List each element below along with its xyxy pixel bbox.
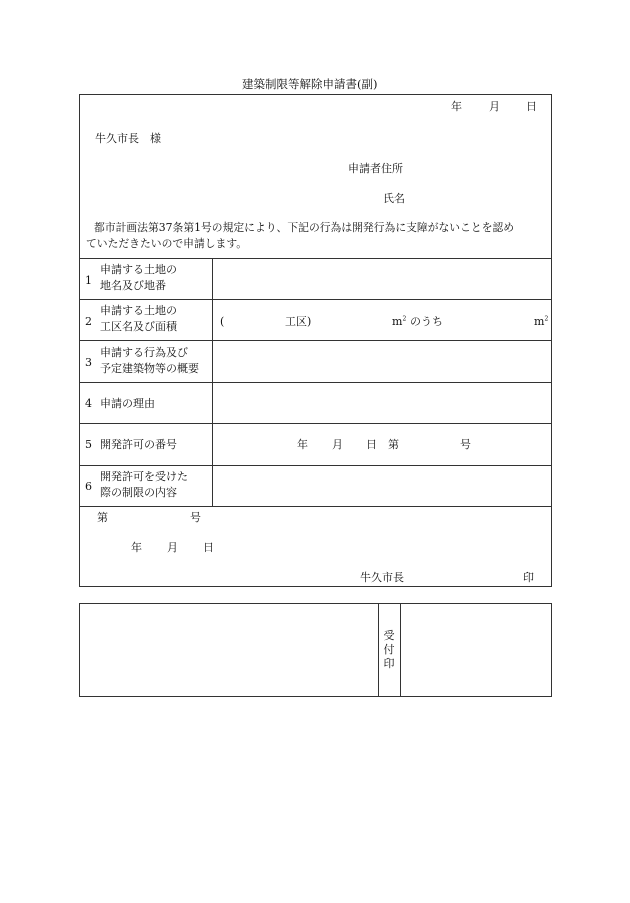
row-number: 6 xyxy=(85,480,92,493)
row-number: 2 xyxy=(85,315,92,328)
row-divider xyxy=(79,423,552,424)
body-text-line2: ていただきたいので申請します。 xyxy=(86,237,248,250)
row-number: 1 xyxy=(85,274,92,287)
row5-day: 日 xyxy=(366,438,377,451)
body-text-line1: 都市計画法第37条第1号の規定により、下記の行為は開発行為に支障がないことを認め xyxy=(94,221,515,234)
row5-go: 号 xyxy=(460,438,471,451)
row-divider xyxy=(79,465,552,466)
row5-year: 年 xyxy=(297,438,308,451)
footer-day: 日 xyxy=(203,541,214,554)
row-divider xyxy=(79,506,552,507)
applicant-name-label: 氏名 xyxy=(383,192,405,205)
column-divider xyxy=(212,258,213,506)
row2-district: 工区) xyxy=(285,315,312,328)
row-number: 5 xyxy=(85,438,92,451)
footer-go: 号 xyxy=(190,511,201,524)
receipt-divider xyxy=(378,603,379,697)
row2-of-which: のうち xyxy=(410,315,443,328)
footer-seal: 印 xyxy=(523,571,534,584)
row-divider xyxy=(79,382,552,383)
date-month: 月 xyxy=(489,100,500,113)
row-label: 申請の理由 xyxy=(100,397,155,410)
form-title: 建築制限等解除申請書(副) xyxy=(242,77,378,91)
row-label: 開発許可を受けた 際の制限の内容 xyxy=(100,470,188,499)
footer-mayor: 牛久市長 xyxy=(360,571,404,584)
applicant-address-label: 申請者住所 xyxy=(348,162,403,175)
row-divider xyxy=(79,340,552,341)
row-number: 4 xyxy=(85,397,92,410)
addressee: 牛久市長 様 xyxy=(95,132,161,145)
receipt-box xyxy=(79,603,552,697)
footer-year: 年 xyxy=(131,541,142,554)
receipt-divider xyxy=(400,603,401,697)
row-label: 申請する土地の 地名及び地番 xyxy=(100,263,177,292)
row-number: 3 xyxy=(85,356,92,369)
row-label: 申請する土地の 工区名及び面積 xyxy=(100,304,177,333)
row-divider xyxy=(79,299,552,300)
footer-dai: 第 xyxy=(97,511,108,524)
date-year: 年 xyxy=(451,100,462,113)
row-label: 申請する行為及び 予定建築物等の概要 xyxy=(100,346,199,375)
row2-area-unit: $m^2$ xyxy=(534,315,549,328)
footer-month: 月 xyxy=(167,541,178,554)
date-day: 日 xyxy=(526,100,537,113)
row-divider xyxy=(79,258,552,259)
row2-area-unit: $m^2$ xyxy=(392,315,407,328)
receipt-label: 受 付 印 xyxy=(383,629,395,670)
row-label: 開発許可の番号 xyxy=(100,438,177,451)
row5-dai: 第 xyxy=(388,438,399,451)
row2-paren-open: ( xyxy=(220,315,225,328)
row5-month: 月 xyxy=(332,438,343,451)
